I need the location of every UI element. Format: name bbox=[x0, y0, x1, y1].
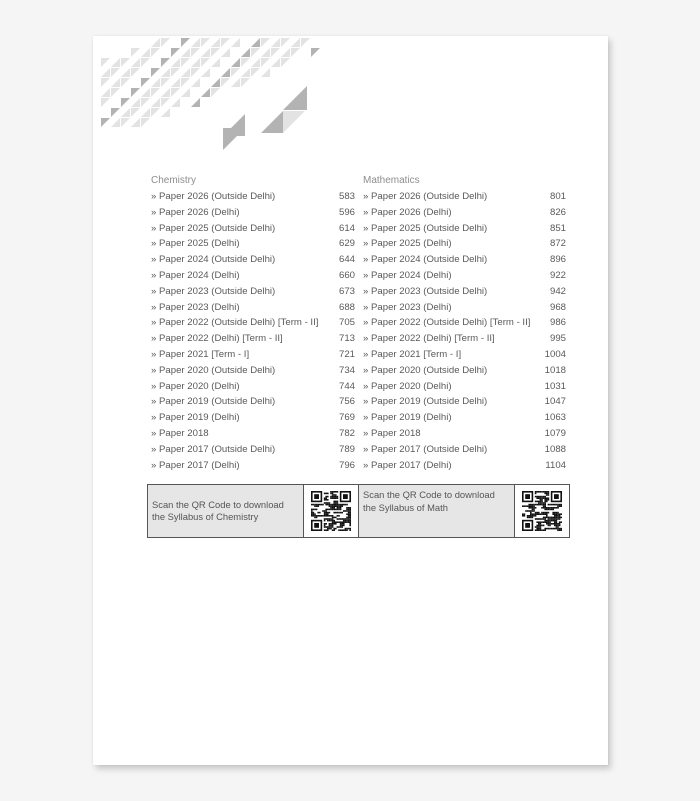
pattern-triangle bbox=[231, 58, 240, 67]
pattern-triangle bbox=[271, 38, 280, 47]
paper-title: » Paper 2024 (Outside Delhi) bbox=[363, 254, 488, 266]
pattern-triangle bbox=[251, 48, 260, 57]
pattern-triangle bbox=[111, 118, 120, 127]
pattern-triangle bbox=[181, 38, 190, 47]
paper-title: » Paper 2024 (Delhi) bbox=[151, 269, 240, 281]
pattern-triangle bbox=[121, 108, 130, 117]
pattern-triangle bbox=[241, 58, 250, 67]
pattern-triangle bbox=[221, 78, 230, 87]
pattern-triangle bbox=[161, 108, 170, 117]
pattern-triangle bbox=[131, 108, 140, 117]
paper-title: » Paper 2023 (Outside Delhi) bbox=[151, 285, 276, 297]
paper-title: » Paper 2021 [Term - I] bbox=[363, 348, 462, 360]
pattern-triangle bbox=[223, 128, 245, 150]
page-number: 705 bbox=[338, 317, 355, 329]
mathematics-qr-cell bbox=[358, 485, 569, 537]
contents-row bbox=[363, 394, 566, 410]
mathematics-qr-code[interactable] bbox=[514, 485, 569, 537]
pattern-triangle bbox=[141, 48, 150, 57]
pattern-triangle bbox=[283, 86, 307, 110]
contents-row bbox=[151, 252, 355, 268]
pattern-triangle bbox=[131, 118, 140, 127]
chemistry-qr-code[interactable] bbox=[303, 485, 358, 537]
page-number: 1018 bbox=[544, 364, 566, 376]
paper-title: » Paper 2019 (Outside Delhi) bbox=[151, 396, 276, 408]
contents-row bbox=[151, 221, 355, 237]
pattern-triangle bbox=[191, 78, 200, 87]
qr-code-icon bbox=[311, 491, 351, 531]
pattern-triangle bbox=[221, 38, 230, 47]
paper-title: » Paper 2023 (Delhi) bbox=[363, 301, 452, 313]
contents-row bbox=[363, 410, 566, 426]
mathematics-contents-list bbox=[363, 189, 566, 473]
contents-row bbox=[151, 268, 355, 284]
pattern-triangle bbox=[121, 68, 130, 77]
pattern-triangle bbox=[211, 58, 220, 67]
pattern-triangle bbox=[151, 98, 160, 107]
pattern-triangle bbox=[291, 48, 300, 57]
paper-title: » Paper 2023 (Delhi) bbox=[151, 301, 240, 313]
pattern-triangle bbox=[191, 38, 200, 47]
contents-row bbox=[151, 410, 355, 426]
page-number: 826 bbox=[549, 206, 566, 218]
pattern-triangle bbox=[161, 38, 170, 47]
contents-row bbox=[363, 221, 566, 237]
page-number: 789 bbox=[338, 443, 355, 455]
page-number: 629 bbox=[338, 238, 355, 250]
contents-row bbox=[151, 426, 355, 442]
contents-row bbox=[151, 394, 355, 410]
pattern-triangle bbox=[261, 58, 270, 67]
pattern-triangle bbox=[151, 78, 160, 87]
paper-title: » Paper 2025 (Outside Delhi) bbox=[363, 222, 488, 234]
contents-row bbox=[363, 284, 566, 300]
pattern-triangle bbox=[161, 78, 170, 87]
page-number: 660 bbox=[338, 269, 355, 281]
pattern-triangle bbox=[181, 88, 190, 97]
pattern-triangle bbox=[211, 38, 220, 47]
mathematics-column bbox=[363, 173, 566, 473]
pattern-triangle bbox=[221, 48, 230, 57]
pattern-triangle bbox=[101, 88, 110, 97]
paper-title: » Paper 2020 (Outside Delhi) bbox=[363, 364, 488, 376]
mathematics-title: Mathematics bbox=[363, 175, 420, 186]
paper-title: » Paper 2019 (Delhi) bbox=[363, 412, 452, 424]
page-number: 734 bbox=[338, 364, 355, 376]
document-page bbox=[93, 36, 608, 765]
pattern-triangle bbox=[141, 98, 150, 107]
page-number: 1104 bbox=[545, 459, 566, 471]
paper-title: » Paper 2026 (Outside Delhi) bbox=[363, 191, 488, 202]
contents-row bbox=[363, 268, 566, 284]
page-number: 922 bbox=[549, 269, 566, 281]
pattern-triangle bbox=[181, 68, 190, 77]
pattern-triangle bbox=[131, 48, 140, 57]
pattern-triangle bbox=[201, 58, 210, 67]
pattern-triangle bbox=[241, 78, 250, 87]
page-number: 596 bbox=[338, 206, 355, 218]
pattern-triangle bbox=[181, 48, 190, 57]
paper-title: » Paper 2022 (Delhi) [Term - II] bbox=[151, 333, 283, 345]
pattern-triangle bbox=[101, 58, 110, 67]
pattern-triangle bbox=[111, 108, 120, 117]
pattern-triangle bbox=[261, 68, 270, 77]
pattern-triangle bbox=[161, 68, 170, 77]
pattern-triangle bbox=[171, 78, 180, 87]
paper-title: » Paper 2021 [Term - I] bbox=[151, 348, 250, 360]
pattern-triangle bbox=[151, 38, 160, 47]
page-number: 782 bbox=[338, 427, 355, 439]
pattern-triangle bbox=[171, 48, 180, 57]
contents-row bbox=[363, 379, 566, 395]
page-number: 688 bbox=[338, 301, 355, 313]
pattern-triangle bbox=[271, 48, 280, 57]
contents-row bbox=[363, 236, 566, 252]
pattern-triangle bbox=[141, 108, 150, 117]
page-number: 644 bbox=[338, 254, 355, 266]
pattern-triangle bbox=[271, 58, 280, 67]
pattern-triangle bbox=[101, 118, 110, 127]
contents-row bbox=[151, 442, 355, 458]
pattern-triangle bbox=[191, 58, 200, 67]
contents-row bbox=[363, 189, 566, 205]
contents-row bbox=[151, 284, 355, 300]
paper-title: » Paper 2018 bbox=[363, 427, 421, 439]
paper-title: » Paper 2020 (Delhi) bbox=[363, 380, 452, 392]
paper-title: » Paper 2019 (Outside Delhi) bbox=[363, 396, 488, 408]
contents-row bbox=[363, 442, 566, 458]
paper-title: » Paper 2017 (Delhi) bbox=[363, 459, 452, 471]
paper-title: » Paper 2017 (Delhi) bbox=[151, 459, 240, 471]
page-number: 614 bbox=[338, 222, 355, 234]
pattern-triangle bbox=[261, 38, 270, 47]
paper-title: » Paper 2017 (Outside Delhi) bbox=[151, 443, 276, 455]
contents-row bbox=[151, 347, 355, 363]
page-number: 1004 bbox=[544, 348, 566, 360]
pattern-triangle bbox=[171, 98, 180, 107]
pattern-triangle bbox=[291, 38, 300, 47]
pattern-triangle bbox=[201, 68, 210, 77]
page-number: 583 bbox=[338, 191, 355, 202]
pattern-triangle bbox=[221, 68, 230, 77]
qr-code-panel bbox=[147, 484, 570, 538]
pattern-triangle bbox=[141, 78, 150, 87]
paper-title: » Paper 2023 (Outside Delhi) bbox=[363, 285, 488, 297]
contents-row bbox=[151, 236, 355, 252]
paper-title: » Paper 2024 (Delhi) bbox=[363, 269, 452, 281]
pattern-triangle bbox=[261, 111, 283, 133]
pattern-triangle bbox=[171, 68, 180, 77]
mathematics-qr-caption: Scan the QR Code to download the Syllabus of Math bbox=[359, 485, 514, 537]
pattern-triangle bbox=[171, 88, 180, 97]
contents-row bbox=[151, 205, 355, 221]
page-number: 968 bbox=[549, 301, 566, 313]
page-number: 744 bbox=[338, 380, 355, 392]
pattern-triangle bbox=[101, 98, 110, 107]
paper-title: » Paper 2025 (Outside Delhi) bbox=[151, 222, 276, 234]
contents-row bbox=[363, 205, 566, 221]
pattern-triangle bbox=[251, 38, 260, 47]
pattern-triangle bbox=[101, 68, 110, 77]
contents-row bbox=[363, 331, 566, 347]
paper-title: » Paper 2019 (Delhi) bbox=[151, 412, 240, 424]
pattern-triangle bbox=[201, 48, 210, 57]
triangle-pattern-graphic bbox=[93, 36, 333, 156]
chemistry-qr-caption: Scan the QR Code to download the Syllabus of Chemistry bbox=[148, 485, 303, 537]
pattern-triangle bbox=[171, 58, 180, 67]
pattern-triangle bbox=[101, 78, 110, 87]
pattern-triangle bbox=[211, 48, 220, 57]
qr-code-icon bbox=[522, 491, 562, 531]
pattern-triangle bbox=[231, 38, 240, 47]
pattern-triangle bbox=[191, 48, 200, 57]
paper-title: » Paper 2018 bbox=[151, 427, 209, 439]
paper-title: » Paper 2017 (Outside Delhi) bbox=[363, 443, 488, 455]
pattern-triangle bbox=[211, 78, 220, 87]
contents-row bbox=[363, 458, 566, 474]
pattern-triangle bbox=[181, 58, 190, 67]
pattern-triangle bbox=[131, 98, 140, 107]
page-number: 769 bbox=[338, 412, 355, 424]
pattern-triangle bbox=[151, 48, 160, 57]
pattern-triangle bbox=[241, 48, 250, 57]
pattern-triangle bbox=[111, 58, 120, 67]
paper-title: » Paper 2022 (Outside Delhi) [Term - II] bbox=[151, 317, 319, 329]
pattern-triangle bbox=[141, 88, 150, 97]
pattern-triangle bbox=[241, 68, 250, 77]
pattern-triangle bbox=[281, 38, 290, 47]
contents-row bbox=[151, 379, 355, 395]
chemistry-column bbox=[151, 173, 355, 473]
page-number: 713 bbox=[338, 333, 355, 345]
paper-title: » Paper 2026 (Delhi) bbox=[363, 206, 452, 218]
pattern-triangle bbox=[151, 68, 160, 77]
contents-row bbox=[151, 363, 355, 379]
paper-title: » Paper 2024 (Outside Delhi) bbox=[151, 254, 276, 266]
pattern-triangle bbox=[131, 68, 140, 77]
pattern-triangle bbox=[161, 98, 170, 107]
page-number: 995 bbox=[549, 333, 566, 345]
contents-row bbox=[151, 315, 355, 331]
page-number: 986 bbox=[549, 317, 566, 329]
pattern-triangle bbox=[201, 88, 210, 97]
pattern-triangle bbox=[131, 88, 140, 97]
contents-row bbox=[363, 347, 566, 363]
pattern-triangle bbox=[111, 68, 120, 77]
pattern-triangle bbox=[111, 78, 120, 87]
paper-title: » Paper 2025 (Delhi) bbox=[363, 238, 452, 250]
pattern-triangle bbox=[251, 68, 260, 77]
pattern-triangle bbox=[201, 38, 210, 47]
chemistry-contents-list bbox=[151, 189, 355, 473]
pattern-triangle bbox=[281, 58, 290, 67]
page-number: 1047 bbox=[544, 396, 566, 408]
pattern-triangle bbox=[141, 58, 150, 67]
pattern-triangle bbox=[181, 78, 190, 87]
pattern-triangle bbox=[161, 58, 170, 67]
contents-row bbox=[151, 189, 355, 205]
pattern-triangle bbox=[231, 78, 240, 87]
pattern-triangle bbox=[121, 118, 130, 127]
contents-row bbox=[363, 252, 566, 268]
page-number: 756 bbox=[338, 396, 355, 408]
pattern-triangle bbox=[161, 88, 170, 97]
page-number: 1088 bbox=[544, 443, 566, 455]
page-number: 1079 bbox=[544, 427, 566, 439]
pattern-triangle bbox=[121, 78, 130, 87]
page-number: 801 bbox=[549, 191, 566, 202]
contents-row bbox=[363, 300, 566, 316]
paper-title: » Paper 2025 (Delhi) bbox=[151, 238, 240, 250]
pattern-triangle bbox=[191, 98, 200, 107]
pattern-triangle bbox=[281, 48, 290, 57]
page-number: 721 bbox=[338, 348, 355, 360]
contents-row bbox=[151, 458, 355, 474]
page-number: 796 bbox=[338, 459, 355, 471]
pattern-triangle bbox=[141, 118, 150, 127]
pattern-triangle bbox=[311, 48, 320, 57]
paper-title: » Paper 2026 (Delhi) bbox=[151, 206, 240, 218]
page-number: 942 bbox=[549, 285, 566, 297]
paper-title: » Paper 2020 (Delhi) bbox=[151, 380, 240, 392]
chemistry-title: Chemistry bbox=[151, 175, 197, 186]
pattern-triangle bbox=[283, 111, 305, 133]
contents-row bbox=[151, 300, 355, 316]
pattern-triangle bbox=[131, 58, 140, 67]
pattern-triangle bbox=[261, 48, 270, 57]
page-number: 1031 bbox=[544, 380, 566, 392]
page-number: 872 bbox=[549, 238, 566, 250]
pattern-triangle bbox=[151, 108, 160, 117]
pattern-triangle bbox=[231, 68, 240, 77]
page-number: 896 bbox=[549, 254, 566, 266]
contents-row bbox=[363, 426, 566, 442]
pattern-triangle bbox=[151, 88, 160, 97]
pattern-triangle bbox=[191, 68, 200, 77]
page-number: 1063 bbox=[544, 412, 566, 424]
pattern-triangle bbox=[211, 88, 220, 97]
contents-row bbox=[363, 363, 566, 379]
page-number: 851 bbox=[549, 222, 566, 234]
paper-title: » Paper 2026 (Outside Delhi) bbox=[151, 191, 276, 202]
paper-title: » Paper 2022 (Delhi) [Term - II] bbox=[363, 333, 495, 345]
pattern-triangle bbox=[111, 88, 120, 97]
pattern-triangle bbox=[251, 58, 260, 67]
paper-title: » Paper 2022 (Outside Delhi) [Term - II] bbox=[363, 317, 531, 329]
contents-row bbox=[363, 315, 566, 331]
page-number: 673 bbox=[338, 285, 355, 297]
pattern-triangle bbox=[121, 58, 130, 67]
pattern-triangle bbox=[301, 38, 310, 47]
contents-row bbox=[151, 331, 355, 347]
pattern-triangle bbox=[121, 98, 130, 107]
paper-title: » Paper 2020 (Outside Delhi) bbox=[151, 364, 276, 376]
chemistry-qr-cell bbox=[148, 485, 358, 537]
